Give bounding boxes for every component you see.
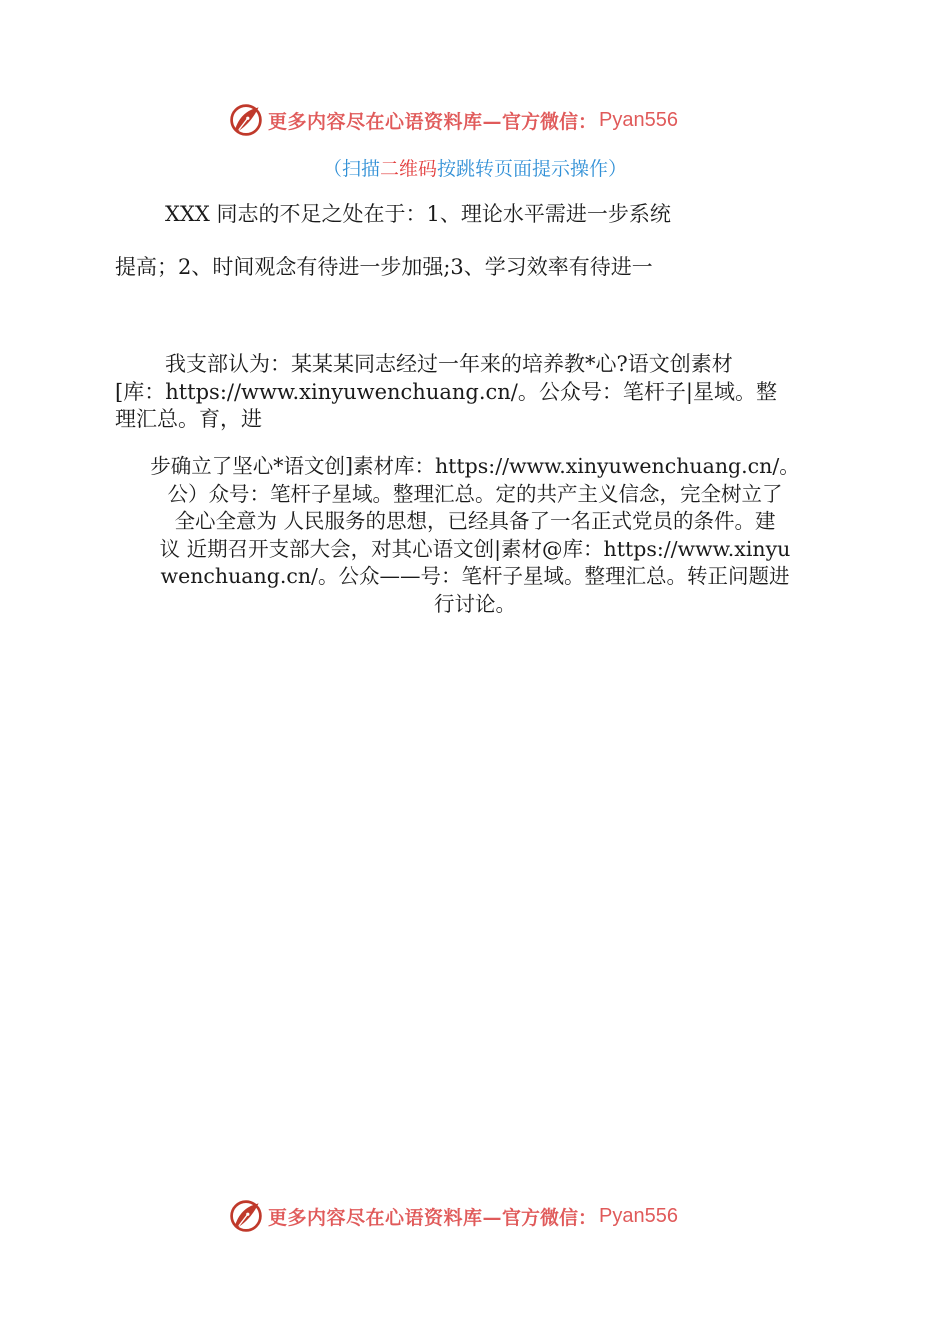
paragraph-opinion-line1: 我支部认为：某某某同志经过一年来的培养教*心?语文创素材 xyxy=(165,352,733,376)
scan-hint-open: （扫描 xyxy=(322,158,380,180)
scan-hint xyxy=(0,154,950,181)
paragraph-shortcomings-line2: 提高；2、时间观念有待进一步加强;3、学习效率有待进一 xyxy=(115,255,653,279)
paragraph-conclusion xyxy=(115,453,835,618)
footer-banner xyxy=(0,1196,950,1236)
banner-wechat-label: 官方微信： xyxy=(502,1206,598,1229)
banner-text: 更多内容尽在心语资料库— xyxy=(268,1206,503,1229)
conclusion-line: 全心全意为 人民服务的思想，已经具备了一名正式党员的条件。建 xyxy=(174,509,776,533)
conclusion-line: 公）众号：笔杆子星域。整理汇总。定的共产主义信念，完全树立了 xyxy=(167,481,783,506)
conclusion-line: 议 近期召开支部大会，对其心语文创|素材@库：https://www.xinyu xyxy=(159,536,791,561)
conclusion-line: 步确立了坚心*语文创]素材库：https://www.xinyuwenchuang.cn/。 xyxy=(150,454,800,478)
banner-wechat-id: Pyan556 xyxy=(599,1204,678,1227)
banner-wechat-id: Pyan556 xyxy=(599,108,678,131)
header-banner xyxy=(0,100,950,140)
banner-text: 更多内容尽在心语资料库— xyxy=(268,110,503,133)
scan-hint-qrcode: 二维码 xyxy=(379,158,437,180)
pen-nib-logo-icon xyxy=(228,102,264,138)
paragraph-shortcomings-line1: XXX 同志的不足之处在于：1、理论水平需进一步系统 xyxy=(165,202,671,226)
scan-hint-rest: 按跳转页面提示操作） xyxy=(437,158,628,180)
banner-wechat-label: 官方微信： xyxy=(502,110,598,133)
conclusion-line: 行讨论。 xyxy=(434,591,516,616)
pen-nib-logo-icon xyxy=(228,1198,264,1234)
paragraph-opinion-line2: [库：https://www.xinyuwenchuang.cn/。公众号：笔杆子|星域。整 xyxy=(115,380,777,404)
paragraph-opinion-line3: 理汇总。育，进 xyxy=(115,407,262,431)
conclusion-line: wenchuang.cn/。公众——号：笔杆子星域。整理汇总。转正问题进 xyxy=(160,564,790,588)
